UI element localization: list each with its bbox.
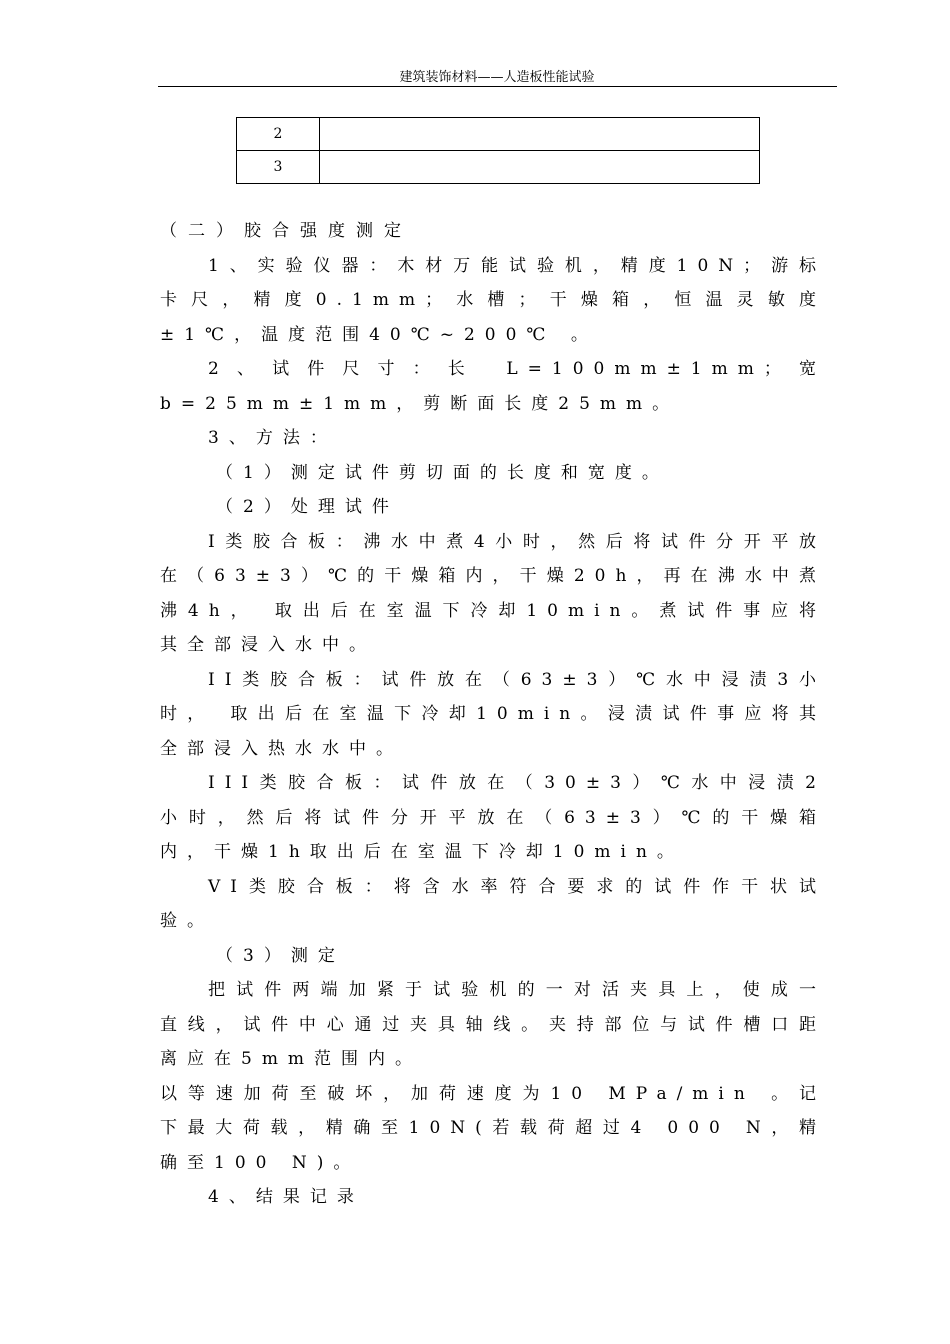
paragraph-class-2: II类胶合板：试件放在（63±3）℃水中浸渍3小时， 取出后在室温下冷却10min。浸渍试件事应将其全部浸入热水水中。 <box>160 669 826 759</box>
section-title: （二）胶合强度测定 <box>160 221 412 241</box>
table-row <box>237 118 760 151</box>
paragraph-specimen-size: 2、试件尺寸：长 L=100mm±1mm；宽 b=25mm±1mm，剪断面长度25mm。 <box>160 359 826 414</box>
paragraph-instruments: 1、实验仪器：木材万能试验机，精度10N；游标卡尺，精度0.1mm；水槽；干燥箱，恒温灵敏度±1℃，温度范围40℃~200℃ 。 <box>160 255 826 345</box>
paragraph-class-6: VI类胶合板：将含水率符合要求的试件作干状试验。 <box>160 876 826 931</box>
results-table <box>236 117 760 184</box>
paragraph-results-heading: 4、结果记录 <box>208 1187 364 1207</box>
row-index: 3 <box>237 151 320 184</box>
row-value <box>320 118 760 151</box>
body-text <box>160 214 826 1215</box>
row-value <box>320 151 760 184</box>
paragraph-method-heading: 3、方法： <box>208 428 337 448</box>
paragraph-step-2: （2）处理试件 <box>216 497 399 517</box>
paragraph-step-1: （1）测定试件剪切面的长度和宽度。 <box>216 462 669 483</box>
paragraph-step-3: （3）测定 <box>216 945 345 966</box>
paragraph-loading: 以等速加荷至破坏，加荷速度为10 MPa/min 。记下最大荷载，精确至10N(若载荷超过4 000 N，精确至100 N)。 <box>160 1083 826 1173</box>
paragraph-clamping: 把试件两端加紧于试验机的一对活夹具上，使成一直线，试件中心通过夹具轴线。夹持部位与试件槽口距离应在5mm范围内。 <box>160 980 826 1069</box>
running-header: 建筑装饰材料——人造板性能试验 <box>399 70 595 85</box>
table-row <box>237 151 760 184</box>
header-rule <box>158 86 837 87</box>
paragraph-class-3: III类胶合板：试件放在（30±3）℃水中浸渍2小时，然后将试件分开平放在（63±3）℃的干燥箱内，干燥1h取出后在室温下冷却10min。 <box>160 773 826 862</box>
paragraph-class-1: I类胶合板：沸水中煮4小时，然后将试件分开平放在（63±3）℃的干燥箱内，干燥20h，再在沸水中煮沸4h， 取出后在室温下冷却10min。煮试件事应将其全部浸入水中。 <box>160 531 826 655</box>
row-index: 2 <box>237 118 320 151</box>
